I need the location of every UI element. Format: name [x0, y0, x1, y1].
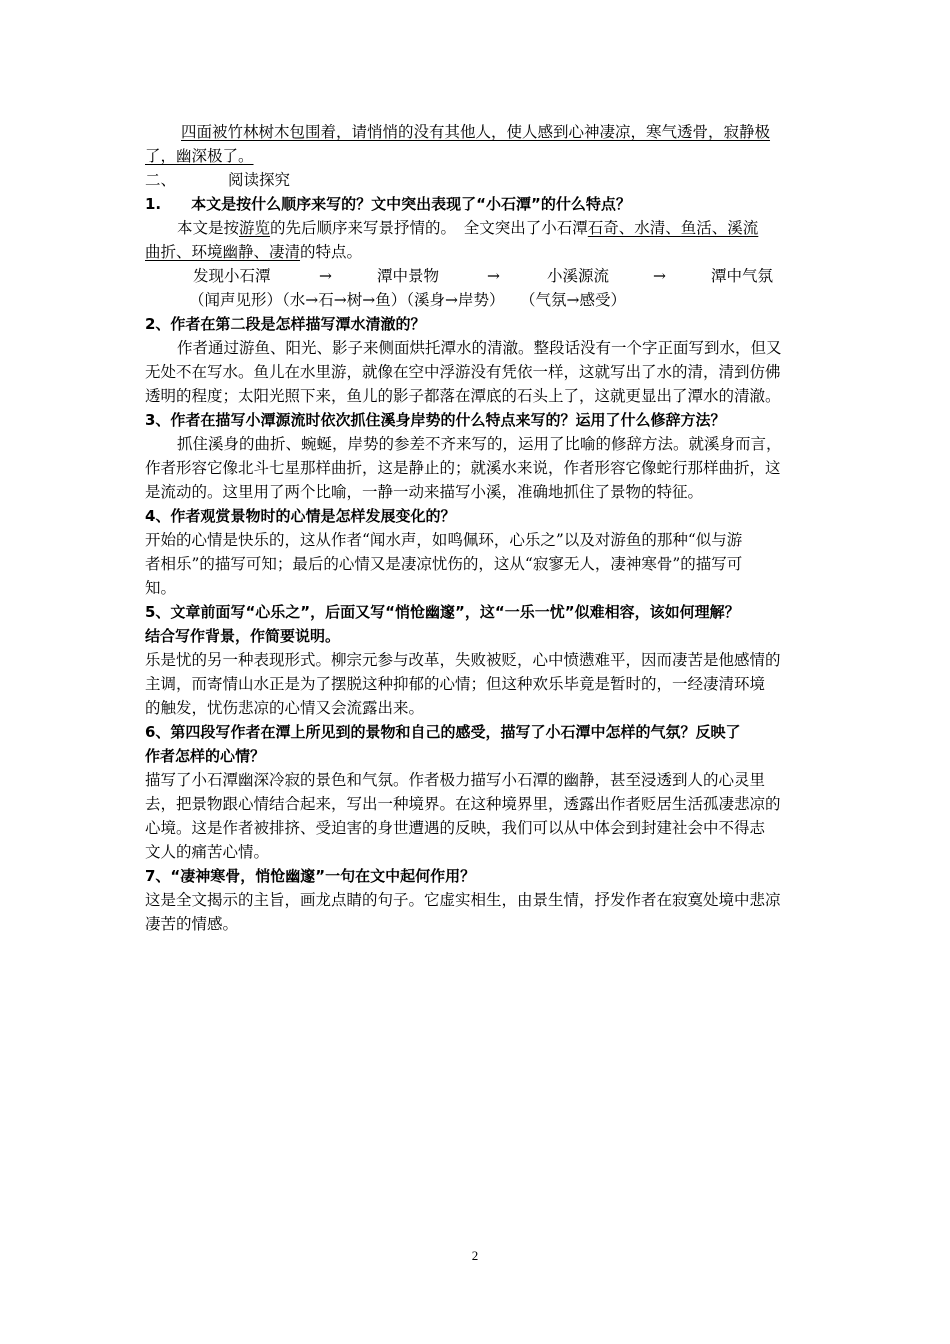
flow-arrow-3: → [653, 267, 666, 285]
flow-step-4: 潭中气氛 [711, 267, 774, 285]
answer-3-line-1: 抓住溪身的曲折、蜿蜒，岸势的参差不齐来写的，运用了比喻的修辞方法。就溪身而言， [177, 435, 782, 453]
flow-step-2: 潭中景物 [377, 267, 440, 285]
answer-2-line-2: 无处不在写水。鱼儿在水里游，就像在空中浮游没有凭依一样，这就写出了水的清，清到仿佛 [145, 363, 781, 381]
flow-step-3: 小溪源流 [547, 267, 610, 285]
question-1: 1. 本文是按什么顺序来写的？文中突出表现了“小石潭”的什么特点？ [145, 195, 631, 213]
intro-line-1: 四面被竹林树木包围着，请悄悄的没有其他人，使人感到心神凄凉，寒气透骨，寂静极 [181, 123, 771, 141]
answer-5-line-2: 主调，而寄情山水正是为了摆脱这种抑郁的心情；但这种欢乐毕竟是暂时的，一经凄清环境 [145, 675, 766, 693]
answer-7-line-2: 凄苦的情感。 [145, 915, 239, 933]
answer-6-line-3: 心境。这是作者被排挤、受迫害的身世遭遇的反映，我们可以从中体会到封建社会中不得志 [145, 819, 766, 837]
intro-line-2: 了，幽深极了。 [145, 147, 254, 165]
question-2: 2、作者在第二段是怎样描写潭水清澈的？ [145, 315, 426, 333]
question-4: 4、作者观赏景物时的心情是怎样发展变化的？ [145, 507, 456, 525]
flow-arrow-1: → [319, 267, 332, 285]
answer-3-line-3: 是流动的。这里用了两个比喻，一静一动来描写小溪，准确地抓住了景物的特征。 [145, 483, 704, 501]
answer-5-line-1: 乐是忧的另一种表现形式。柳宗元参与改革，失败被贬，心中愤懑难平，因而凄苦是他感情的 [145, 651, 781, 669]
answer-1-line-2: 曲折、环境幽静、凄清的特点。 [145, 243, 363, 261]
answer-6-line-4: 文人的痛苦心情。 [145, 843, 270, 861]
answer-1-line-1: 本文是按游览的先后顺序来写景抒情的。 全文突出了小石潭石奇、水清、鱼活、溪流 [177, 219, 759, 237]
question-6-line-2: 作者怎样的心情？ [145, 747, 266, 765]
flow-step-1: 发现小石潭 [193, 267, 271, 285]
page-number: 2 [471, 1248, 479, 1263]
answer-4-line-1: 开始的心情是快乐的，这从作者“闻水声，如鸣佩环，心乐之”以及对游鱼的那种“似与游 [145, 531, 743, 549]
question-5-line-1: 5、文章前面写“心乐之”，后面又写“悄怆幽邃”，这“一乐一忧”似难相容，该如何理解？ [145, 603, 740, 621]
flow-arrow-2: → [487, 267, 500, 285]
answer-2-line-1: 作者通过游鱼、阳光、影子来侧面烘托潭水的清澈。整段话没有一个字正面写到水，但又 [177, 339, 782, 357]
answer-6-line-2: 去，把景物跟心情结合起来，写出一种境界。在这种境界里，透露出作者贬居生活孤凄悲凉的 [145, 795, 781, 813]
sequence-flow [145, 264, 813, 288]
answer-3-line-2: 作者形容它像北斗七星那样曲折，这是静止的；就溪水来说，作者形容它像蛇行那样曲折，这 [145, 459, 781, 477]
section-heading [145, 168, 813, 192]
answer-4-line-2: 者相乐”的描写可知；最后的心情又是凄凉忧伤的，这从“寂寥无人，凄神寒骨”的描写可 [145, 555, 743, 573]
section-number: 二、 [145, 171, 177, 189]
section-title: 阅读探究 [228, 171, 291, 189]
answer-6-line-1: 描写了小石潭幽深冷寂的景色和气氛。作者极力描写小石潭的幽静，甚至浸透到人的心灵里 [145, 771, 766, 789]
answer-5-line-3: 的触发，忧伤悲凉的心情又会流露出来。 [145, 699, 425, 717]
question-7: 7、“凄神寒骨，悄怆幽邃”一句在文中起何作用？ [145, 867, 476, 885]
sequence-flow-detail: （闻声见形）（水→石→树→鱼）（溪身→岸势） （气氛→感受） [189, 291, 626, 309]
answer-4-line-3: 知。 [145, 579, 177, 597]
answer-2-line-3: 透明的程度；太阳光照下来，鱼儿的影子都落在潭底的石头上了，这就更显出了潭水的清澈。 [145, 387, 781, 405]
question-3: 3、作者在描写小潭源流时依次抓住溪身岸势的什么特点来写的？运用了什么修辞方法？ [145, 411, 726, 429]
answer-7-line-1: 这是全文揭示的主旨，画龙点睛的句子。它虚实相生，由景生情，抒发作者在寂寞处境中悲凉 [145, 891, 781, 909]
question-5-line-2: 结合写作背景，作简要说明。 [145, 627, 341, 645]
question-6-line-1: 6、第四段写作者在潭上所见到的景物和自己的感受，描写了小石潭中怎样的气氛？反映了 [145, 723, 741, 741]
document-body [145, 120, 813, 936]
